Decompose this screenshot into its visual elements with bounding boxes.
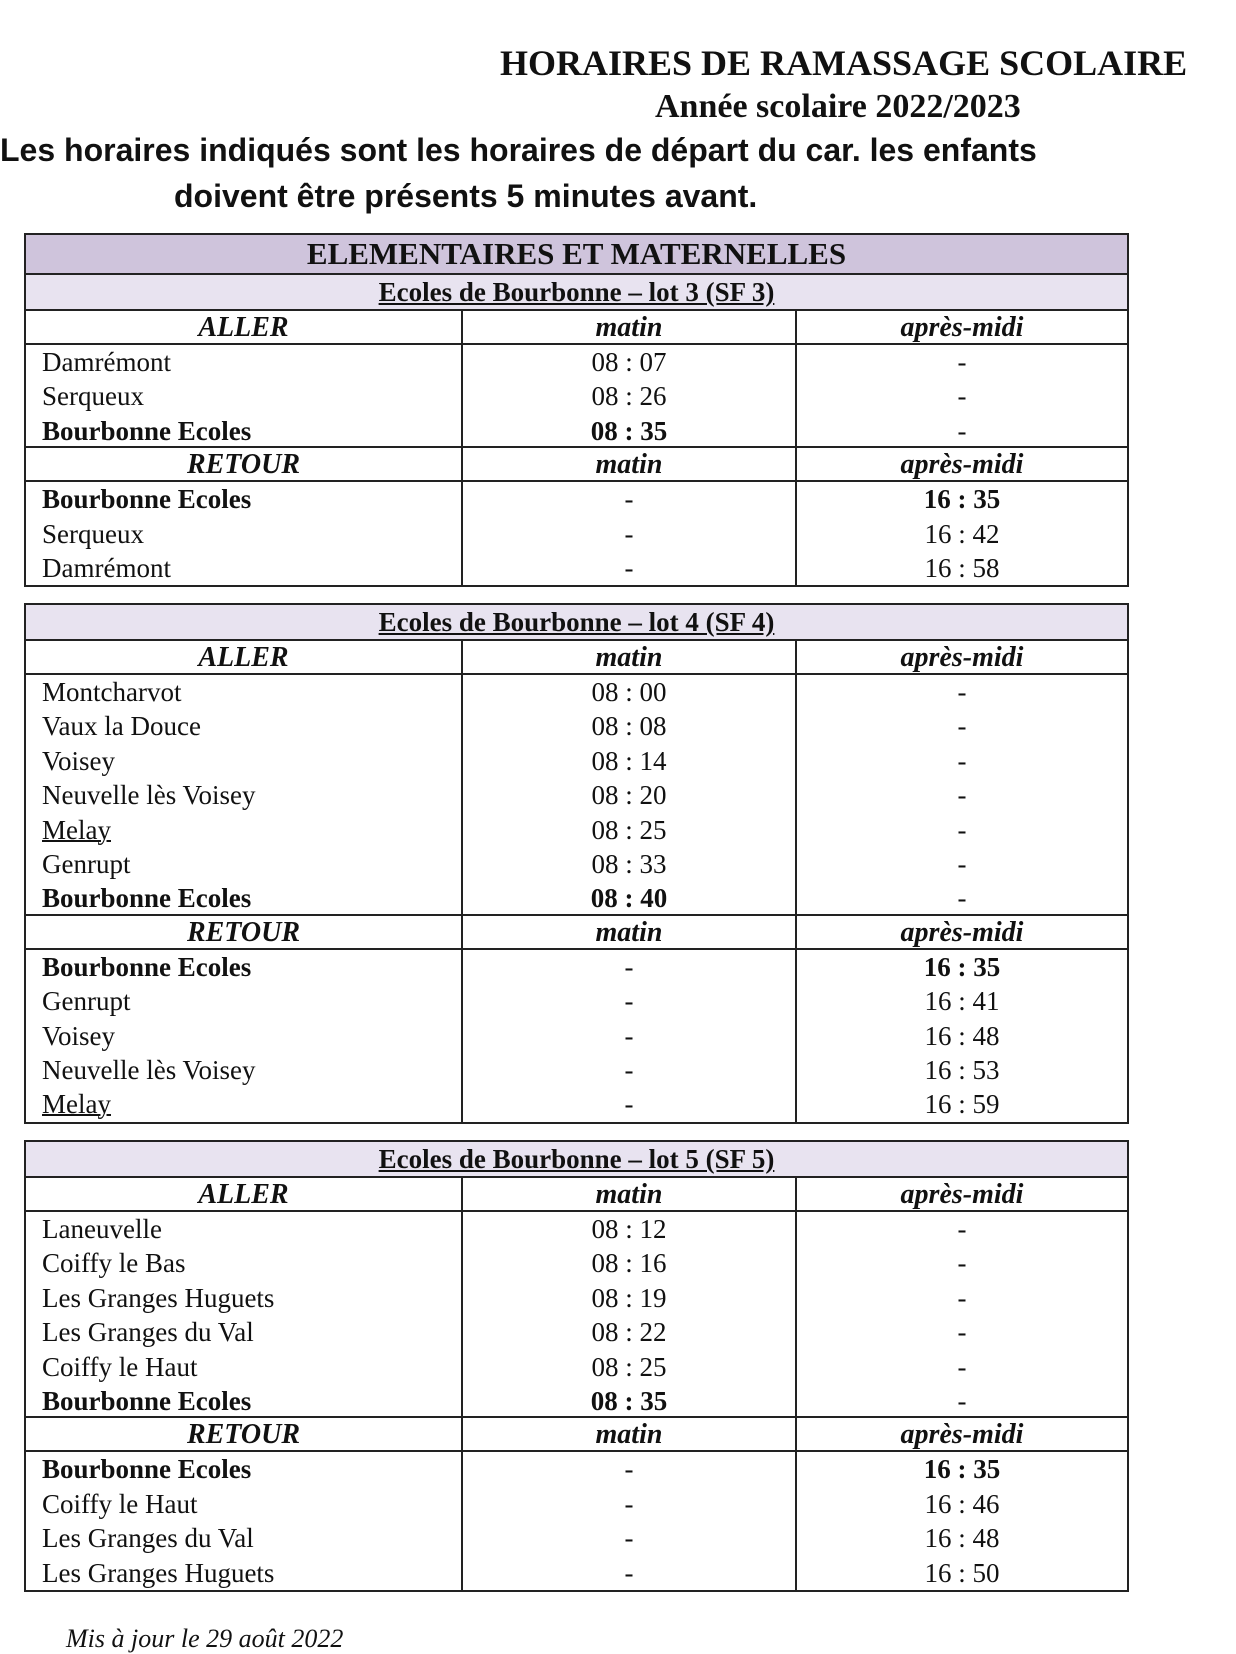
stop-name: Neuvelle lès Voisey: [42, 1054, 256, 1085]
lot-title: Ecoles de Bourbonne – lot 3 (SF 3): [26, 275, 1127, 311]
school-year: Année scolaire 2022/2023: [655, 88, 1021, 125]
notice-line-2: doivent être présents 5 minutes avant.: [174, 178, 758, 214]
lot-5-table: Ecoles de Bourbonne – lot 5 (SF 5) ALLER matin après-midi Laneuvelle 08 : 12 - Coiffy le Bas 08 : 16 - Les Granges Huguets 08 : 19 - Les Granges du Val 08 : 22 - Coiffy le Haut 08 : 25 - Bourbonne Ecoles 08 : 35 - RETOUR matin après-midi Bourbonne Ecoles - 16 : 35 Coiffy le Haut - 16 : 46 Les Granges du Val - 16 : 48 Les Granges Huguets - 16 : 50: [24, 1140, 1129, 1592]
stop-name: Les Granges du Val: [42, 1317, 254, 1348]
stop-name: Les Granges du Val: [42, 1523, 254, 1554]
document-title: HORAIRES DE RAMASSAGE SCOLAIRE: [500, 43, 1188, 83]
retour-header: RETOUR: [26, 1418, 461, 1452]
stop-name: Les Granges Huguets: [42, 1282, 275, 1313]
stop-name: Genrupt: [42, 986, 131, 1017]
stop-name: Laneuvelle: [42, 1214, 162, 1244]
apres-midi-header: après-midi: [795, 641, 1127, 675]
matin-header: matin: [461, 1418, 795, 1452]
lot-title: Ecoles de Bourbonne – lot 4 (SF 4): [26, 605, 1127, 641]
matin-header: matin: [461, 641, 795, 675]
apres-midi-header: après-midi: [795, 916, 1127, 950]
stop-name: Coiffy le Haut: [42, 1351, 198, 1382]
notice-line-1: Les horaires indiqués sont les horaires de départ du car. les enfants: [0, 132, 1037, 168]
apres-midi-header: après-midi: [795, 311, 1127, 345]
stop-name: Damrémont: [42, 347, 171, 377]
aller-header: ALLER: [26, 641, 461, 675]
retour-header: RETOUR: [26, 916, 461, 950]
stop-name: Coiffy le Bas: [42, 1248, 186, 1279]
apres-midi-header: après-midi: [795, 448, 1127, 482]
lot-4-table: Ecoles de Bourbonne – lot 4 (SF 4) ALLER matin après-midi Montcharvot 08 : 00 - Vaux la Douce 08 : 08 - Voisey 08 : 14 - Neuvelle lès Voisey 08 : 20 - Melay 08 : 25 - Genrupt 08 : 33 - Bourbonne Ecoles 08 : 40 - RETOUR matin après-midi Bourbonne Ecoles - 16 : 35 Genrupt - 16 : 41 Voisey - 16 : 48 Neuvelle lès Voisey - 16 : 53 Melay - 16 : 59: [24, 603, 1129, 1124]
stop-name: Voisey: [42, 1020, 116, 1051]
aller-header: ALLER: [26, 1178, 461, 1212]
stop-name: Melay: [42, 1089, 111, 1120]
stop-name: Les Granges Huguets: [42, 1557, 275, 1588]
stop-name: Bourbonne Ecoles: [42, 484, 252, 515]
stop-name: Bourbonne Ecoles: [42, 951, 252, 982]
stop-name: Melay: [42, 814, 111, 845]
stop-name: Damrémont: [42, 552, 171, 583]
stop-name: Montcharvot: [42, 677, 182, 707]
apres-midi-header: après-midi: [795, 1418, 1127, 1452]
matin-header: matin: [461, 1178, 795, 1212]
stop-name: Bourbonne Ecoles: [26, 881, 461, 915]
stop-name: Serqueux: [42, 381, 144, 412]
stop-name: Neuvelle lès Voisey: [42, 780, 256, 811]
stop-name: Voisey: [42, 745, 116, 776]
stop-name: Vaux la Douce: [42, 711, 201, 742]
lot-3-table: ELEMENTAIRES ET MATERNELLES Ecoles de Bourbonne – lot 3 (SF 3) ALLER matin après-midi Damrémont 08 : 07 - Serqueux 08 : 26 - Bourbonne Ecoles 08 : 35 - RETOUR matin après-midi Bourbonne Ecoles - 16 : 35 Serqueux - 16 : 42 Damrémont - 16 : 58: [24, 233, 1129, 587]
update-date: Mis à jour le 29 août 2022: [66, 1624, 344, 1653]
main-heading: ELEMENTAIRES ET MATERNELLES: [26, 235, 1127, 275]
lot-title: Ecoles de Bourbonne – lot 5 (SF 5): [26, 1142, 1127, 1178]
stop-name: Serqueux: [42, 518, 144, 549]
matin-header: matin: [461, 311, 795, 345]
apres-midi-header: après-midi: [795, 1178, 1127, 1212]
stop-name: Bourbonne Ecoles: [26, 414, 461, 448]
matin-header: matin: [461, 916, 795, 950]
matin-header: matin: [461, 448, 795, 482]
retour-header: RETOUR: [26, 448, 461, 482]
stop-name: Bourbonne Ecoles: [26, 1384, 461, 1418]
aller-header: ALLER: [26, 311, 461, 345]
stop-name: Genrupt: [42, 848, 131, 879]
stop-name: Bourbonne Ecoles: [42, 1454, 252, 1485]
stop-name: Coiffy le Haut: [42, 1488, 198, 1519]
